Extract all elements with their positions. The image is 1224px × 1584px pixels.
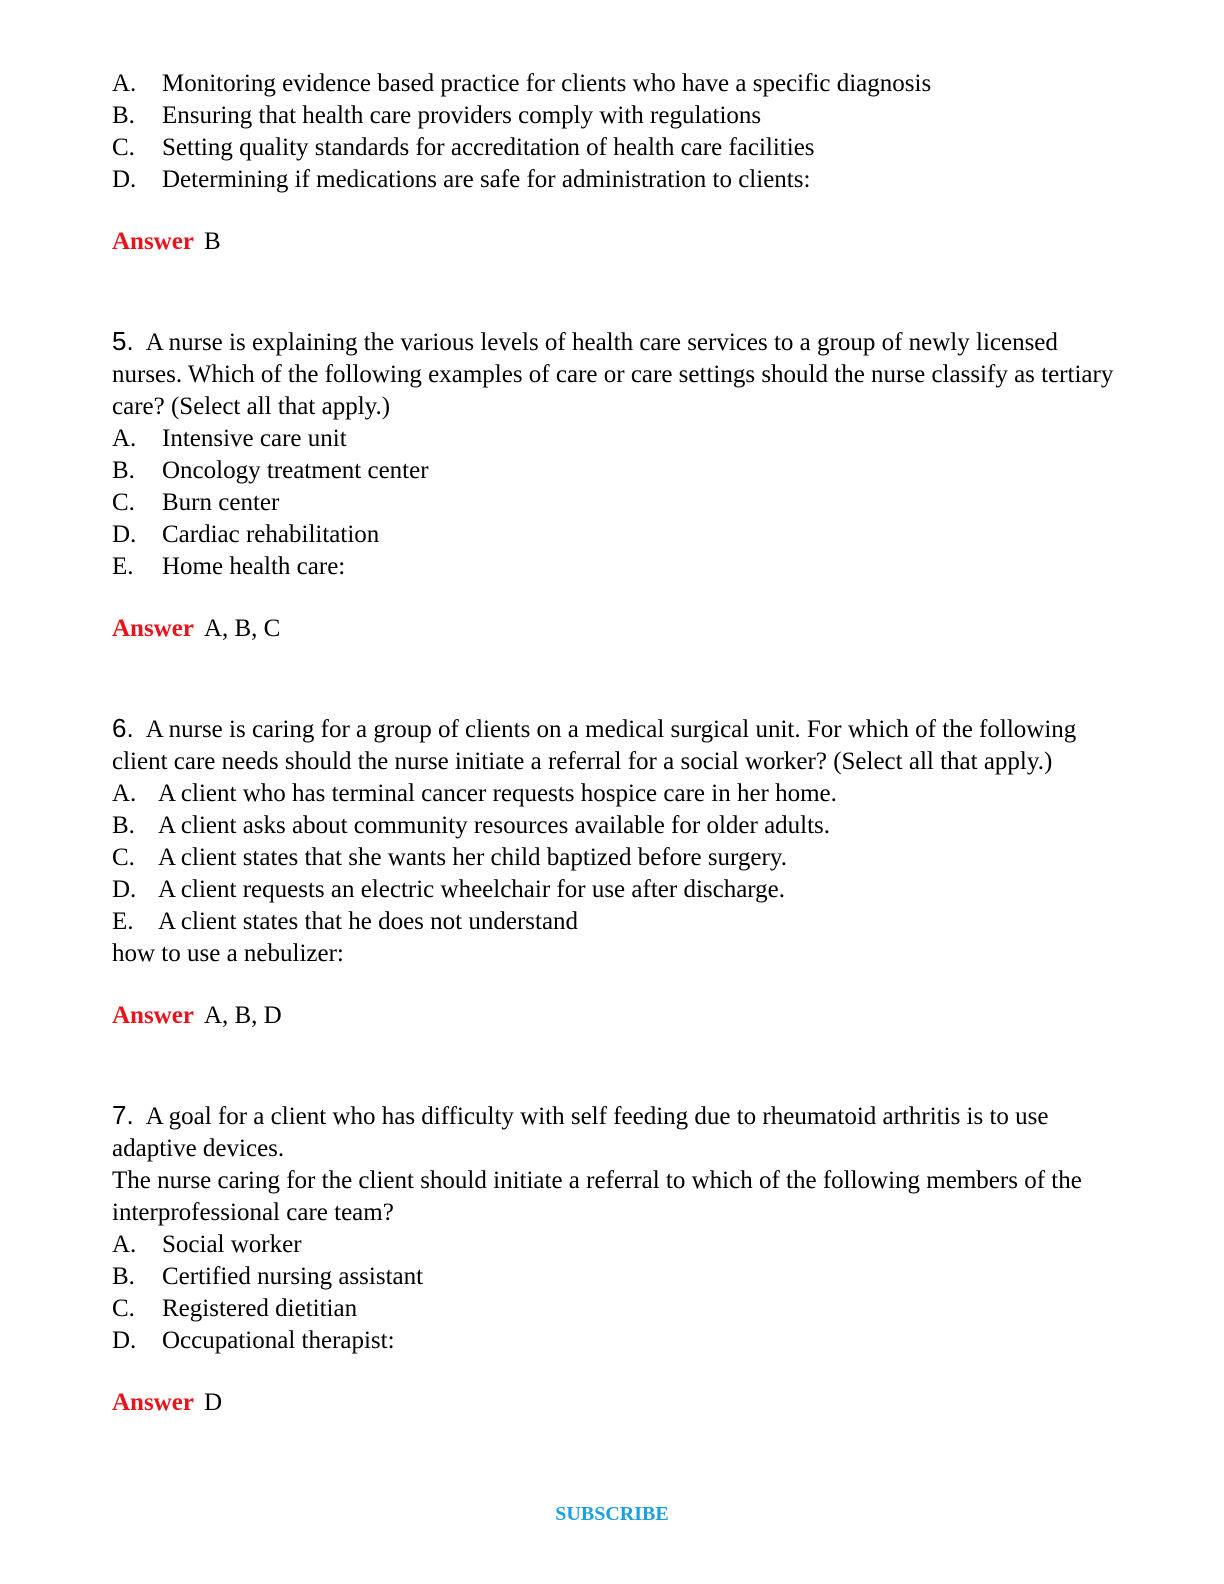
question-text (112, 325, 1122, 423)
option-text: A client asks about community resources available for older adults. (158, 812, 831, 839)
answer-line (112, 226, 1122, 258)
answer-label: Answer (112, 1389, 194, 1416)
option-letter: A. (112, 780, 137, 807)
option-a (112, 778, 1122, 810)
option-letter: D. (112, 166, 137, 193)
option-text: Intensive care unit (162, 425, 347, 452)
option-letter: C. (112, 489, 135, 516)
option-text: Home health care: (162, 553, 346, 580)
options-list (112, 423, 1122, 583)
option-letter: B. (112, 457, 135, 484)
option-text: Oncology treatment center (162, 457, 429, 484)
question-number: 5. (112, 326, 134, 356)
option-letter: D. (112, 876, 137, 903)
document-page (112, 68, 1122, 1419)
question-text (112, 1099, 1122, 1165)
answer-label: Answer (112, 615, 194, 642)
question-4 (112, 68, 1122, 258)
option-letter: E. (112, 908, 134, 935)
options-list (112, 68, 1122, 196)
option-letter: C. (112, 1295, 135, 1322)
question-6 (112, 712, 1122, 1032)
option-text: Burn center (162, 489, 280, 516)
question-body: A nurse is caring for a group of clients on a medical surgical unit. For which of the following client care needs should the nurse initiate a referral for a social worker? (Select all that apply.) (112, 716, 1077, 775)
answer-line (112, 1000, 1122, 1032)
options-list (112, 778, 1122, 938)
option-a (112, 68, 1122, 100)
question-text (112, 712, 1122, 778)
option-letter: E. (112, 553, 134, 580)
option-c (112, 487, 1122, 519)
option-letter: C. (112, 844, 135, 871)
option-a (112, 423, 1122, 455)
option-letter: B. (112, 102, 135, 129)
question-number: 6. (112, 713, 134, 743)
option-letter: C. (112, 134, 135, 161)
question-5 (112, 325, 1122, 645)
option-letter: D. (112, 1327, 137, 1354)
option-text: Setting quality standards for accreditation of health care facilities (162, 134, 815, 161)
option-d (112, 164, 1122, 196)
option-b (112, 810, 1122, 842)
subscribe-link[interactable]: SUBSCRIBE (555, 1503, 669, 1525)
options-list (112, 1229, 1122, 1357)
option-text: Ensuring that health care providers comply with regulations (162, 102, 762, 129)
option-c (112, 132, 1122, 164)
question-body: A goal for a client who has difficulty with self feeding due to rheumatoid arthritis is to use adaptive devices. (112, 1103, 1049, 1162)
answer-value: A, B, C (203, 615, 281, 642)
option-letter: B. (112, 1263, 135, 1290)
option-text: A client states that she wants her child baptized before surgery. (158, 844, 787, 871)
option-b (112, 1261, 1122, 1293)
option-continuation: how to use a nebulizer: (112, 940, 344, 967)
option-text: Certified nursing assistant (162, 1263, 424, 1290)
question-body: A nurse is explaining the various levels of health care services to a group of newly licensed nurses. Which of the following examples of care or care settings should the nurse classify as tertiary care? (Select all that apply.) (112, 329, 1114, 420)
question-number: 7. (112, 1100, 134, 1130)
option-letter: A. (112, 425, 137, 452)
option-text: Monitoring evidence based practice for clients who have a specific diagnosis (162, 70, 932, 97)
option-letter: A. (112, 1231, 137, 1258)
option-text: Occupational therapist: (162, 1327, 395, 1354)
question-7 (112, 1099, 1122, 1419)
answer-value: D (203, 1389, 222, 1416)
option-a (112, 1229, 1122, 1261)
answer-label: Answer (112, 228, 194, 255)
option-letter: D. (112, 521, 137, 548)
answer-line (112, 613, 1122, 645)
answer-value: B (203, 228, 221, 255)
option-text: Registered dietitian (162, 1295, 358, 1322)
answer-label: Answer (112, 1002, 194, 1029)
option-text: Cardiac rehabilitation (162, 521, 380, 548)
option-text: A client who has terminal cancer requests hospice care in her home. (158, 780, 837, 807)
option-text: Social worker (162, 1231, 302, 1258)
option-d (112, 874, 1122, 906)
option-c (112, 1293, 1122, 1325)
option-e (112, 551, 1122, 583)
option-d (112, 1325, 1122, 1357)
option-b (112, 100, 1122, 132)
option-c (112, 842, 1122, 874)
option-b (112, 455, 1122, 487)
option-text: A client requests an electric wheelchair for use after discharge. (158, 876, 786, 903)
answer-value: A, B, D (203, 1002, 282, 1029)
question-text-continued: The nurse caring for the client should initiate a referral to which of the following members of the interprofessional care team? (112, 1167, 1082, 1226)
option-text: Determining if medications are safe for administration to clients: (162, 166, 811, 193)
option-letter: A. (112, 70, 137, 97)
option-letter: B. (112, 812, 135, 839)
option-text: A client states that he does not understand (158, 908, 579, 935)
option-d (112, 519, 1122, 551)
option-e (112, 906, 1122, 938)
answer-line (112, 1387, 1122, 1419)
